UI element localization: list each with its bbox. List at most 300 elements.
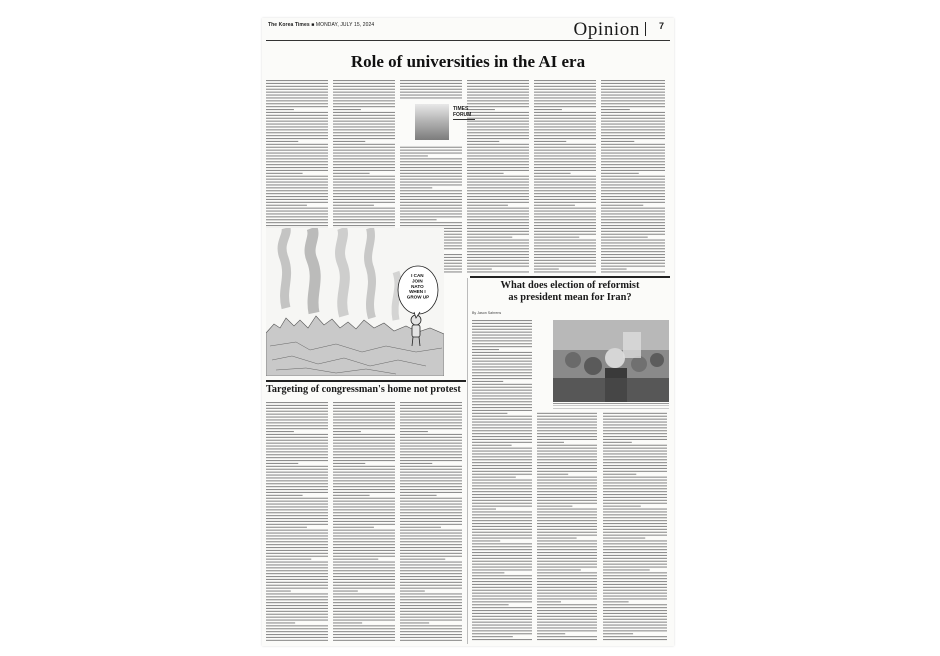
text-line <box>333 448 395 449</box>
text-line <box>534 269 559 270</box>
text-line <box>266 509 328 510</box>
text-line <box>400 147 462 148</box>
text-line <box>400 504 462 505</box>
text-line <box>333 591 358 592</box>
text-line <box>333 472 395 473</box>
text-line <box>472 320 532 321</box>
text-line <box>400 599 462 600</box>
text-line <box>333 428 395 429</box>
text-line <box>333 475 395 476</box>
text-line <box>266 184 328 185</box>
text-line <box>472 529 532 530</box>
text-line <box>400 617 462 618</box>
text-line <box>400 173 462 174</box>
text-line <box>333 106 395 107</box>
text-line <box>472 404 532 405</box>
text-line <box>603 480 667 481</box>
text-line <box>266 414 328 415</box>
text-line <box>266 576 328 577</box>
text-line <box>400 489 462 490</box>
text-line <box>472 506 532 507</box>
text-line <box>333 121 395 122</box>
masthead-line <box>268 22 374 28</box>
text-line <box>266 448 328 449</box>
text-line <box>472 636 513 637</box>
text-line <box>266 425 328 426</box>
text-line <box>537 465 597 466</box>
text-line <box>467 184 529 185</box>
text-line <box>472 340 532 341</box>
text-line <box>400 170 462 171</box>
text-line <box>472 465 532 466</box>
text-line <box>601 115 665 116</box>
section-divider <box>645 22 646 36</box>
text-line <box>333 155 395 156</box>
text-line <box>472 514 532 515</box>
text-line <box>266 89 328 90</box>
text-line <box>603 581 667 582</box>
text-line <box>537 610 597 611</box>
text-line <box>472 601 532 602</box>
text-line <box>467 132 529 133</box>
text-line <box>537 532 597 533</box>
text-line <box>266 100 328 101</box>
text-line <box>467 89 529 90</box>
text-line <box>603 590 667 591</box>
text-line <box>467 257 529 258</box>
text-line <box>333 115 395 116</box>
text-line <box>266 219 328 220</box>
text-line <box>537 619 597 620</box>
text-line <box>266 535 328 536</box>
masthead: The Korea Times <box>268 22 310 28</box>
text-line <box>534 126 596 127</box>
text-line <box>333 187 395 188</box>
text-line <box>467 237 512 238</box>
text-line <box>333 480 395 481</box>
text-line <box>266 153 328 154</box>
text-line <box>534 237 579 238</box>
header-rule <box>266 40 670 41</box>
text-line <box>400 573 462 574</box>
text-line <box>601 216 665 217</box>
text-line <box>467 173 504 174</box>
text-line <box>534 95 596 96</box>
protest-top-rule <box>266 380 466 382</box>
text-line <box>266 124 328 125</box>
column-divider <box>467 278 468 644</box>
text-line <box>467 190 529 191</box>
text-line <box>537 471 597 472</box>
text-line <box>266 614 328 615</box>
text-line <box>266 463 298 464</box>
text-line <box>266 620 328 621</box>
text-line <box>266 80 328 81</box>
text-line <box>400 219 437 220</box>
text-line <box>467 263 529 264</box>
text-line <box>400 631 462 632</box>
text-line <box>400 182 462 183</box>
text-line <box>400 150 462 151</box>
text-line <box>537 593 597 594</box>
text-line <box>472 561 532 562</box>
text-line <box>603 500 667 501</box>
text-line <box>537 480 597 481</box>
text-line <box>266 608 328 609</box>
text-line <box>603 517 667 518</box>
text-line <box>537 439 597 440</box>
text-line <box>601 245 665 246</box>
text-line <box>603 506 641 507</box>
iran-headline-line2: as president mean for Iran? <box>508 292 632 303</box>
text-line <box>601 193 665 194</box>
text-line <box>603 593 667 594</box>
text-line <box>333 602 395 603</box>
text-line <box>400 556 462 557</box>
text-line <box>333 103 395 104</box>
text-line <box>400 440 462 441</box>
text-line <box>333 637 395 638</box>
text-line <box>603 459 667 460</box>
text-line <box>603 639 667 640</box>
text-line <box>400 405 462 406</box>
text-line <box>472 564 532 565</box>
text-line <box>537 413 597 414</box>
text-line <box>601 184 665 185</box>
text-line <box>472 456 532 457</box>
text-line <box>472 509 496 510</box>
text-line <box>472 619 532 620</box>
text-line <box>537 419 597 420</box>
text-line <box>333 518 395 519</box>
text-line <box>601 199 665 200</box>
newspaper-page <box>262 18 674 646</box>
text-line <box>537 526 597 527</box>
text-line <box>472 462 532 463</box>
text-line <box>266 504 328 505</box>
text-line <box>601 95 665 96</box>
text-line <box>333 179 395 180</box>
text-line <box>537 633 565 634</box>
text-line <box>472 427 532 428</box>
text-line <box>266 457 328 458</box>
text-line <box>266 553 328 554</box>
text-line <box>333 417 395 418</box>
text-line <box>333 585 395 586</box>
text-line <box>400 454 462 455</box>
text-line <box>333 530 395 531</box>
text-line <box>472 355 532 356</box>
text-line <box>400 515 462 516</box>
text-line <box>601 242 665 243</box>
text-line <box>537 503 597 504</box>
text-line <box>472 616 532 617</box>
text-line <box>266 530 328 531</box>
text-line <box>266 434 328 435</box>
text-line <box>266 492 328 493</box>
text-line <box>472 474 532 475</box>
text-line <box>266 483 328 484</box>
text-line <box>603 558 667 559</box>
text-line <box>537 424 597 425</box>
text-line <box>400 622 429 623</box>
text-line <box>467 176 529 177</box>
text-line <box>534 155 596 156</box>
text-line <box>333 527 374 528</box>
text-line <box>537 500 597 501</box>
text-line <box>400 480 462 481</box>
text-line <box>537 433 597 434</box>
text-line <box>400 498 462 499</box>
text-line <box>603 555 667 556</box>
text-line <box>537 625 597 626</box>
text-line <box>400 419 462 420</box>
text-line <box>472 552 532 553</box>
text-line <box>266 605 328 606</box>
text-line <box>534 83 596 84</box>
text-line <box>266 469 328 470</box>
text-line <box>333 469 395 470</box>
text-line <box>472 546 532 547</box>
text-line <box>537 622 597 623</box>
crowd-photo <box>553 320 669 402</box>
text-line <box>603 477 667 478</box>
text-line <box>266 585 328 586</box>
text-line <box>266 408 328 409</box>
text-line <box>266 95 328 96</box>
text-line <box>333 457 395 458</box>
text-line <box>472 378 532 379</box>
text-line <box>534 100 596 101</box>
text-line <box>537 607 597 608</box>
text-line <box>266 570 328 571</box>
text-line <box>266 97 328 98</box>
text-line <box>537 442 564 443</box>
text-line <box>400 187 432 188</box>
text-line <box>333 170 395 171</box>
text-line <box>333 466 395 467</box>
text-line <box>601 158 665 159</box>
text-line <box>333 95 395 96</box>
text-line <box>400 628 462 629</box>
text-line <box>400 637 462 638</box>
text-line <box>603 436 667 437</box>
text-line <box>266 182 328 183</box>
text-line <box>601 118 665 119</box>
text-line <box>534 213 596 214</box>
text-line <box>603 633 633 634</box>
text-line <box>537 520 597 521</box>
text-line <box>472 633 532 634</box>
text-line <box>266 477 328 478</box>
text-line <box>534 112 596 113</box>
text-line <box>333 196 395 197</box>
text-line <box>534 141 566 142</box>
text-line <box>333 202 395 203</box>
text-line <box>333 463 365 464</box>
text-line <box>333 83 395 84</box>
text-line <box>266 524 328 525</box>
text-line <box>472 575 532 576</box>
text-line <box>472 372 532 373</box>
text-line <box>333 89 395 90</box>
text-line <box>601 257 665 258</box>
text-line <box>266 498 328 499</box>
text-line <box>537 587 597 588</box>
text-line <box>537 540 597 541</box>
text-line <box>266 521 328 522</box>
text-line <box>601 248 665 249</box>
text-line <box>333 509 395 510</box>
text-line <box>467 86 529 87</box>
text-line <box>400 564 462 565</box>
text-line <box>534 231 596 232</box>
text-line <box>333 521 395 522</box>
text-line <box>601 225 665 226</box>
text-line <box>333 553 395 554</box>
text-line <box>472 543 532 544</box>
text-line <box>400 466 462 467</box>
column-tag: TIMES FORUM <box>453 106 472 118</box>
text-line <box>534 173 571 174</box>
text-line <box>537 578 597 579</box>
text-line <box>601 179 665 180</box>
text-line <box>333 158 395 159</box>
text-line <box>472 430 532 431</box>
text-line <box>400 469 462 470</box>
text-line <box>333 161 395 162</box>
text-line <box>534 228 596 229</box>
section-title: Opinion <box>573 19 640 40</box>
text-line <box>400 535 462 536</box>
text-line <box>467 234 529 235</box>
text-line <box>472 451 532 452</box>
text-line <box>266 446 328 447</box>
text-line <box>400 472 462 473</box>
text-line <box>266 472 328 473</box>
text-line <box>333 489 395 490</box>
text-line <box>534 266 596 267</box>
text-line <box>400 576 462 577</box>
text-line <box>400 559 445 560</box>
text-line <box>537 538 577 539</box>
text-line <box>400 567 462 568</box>
text-line <box>472 630 532 631</box>
text-line <box>534 103 596 104</box>
text-line <box>601 141 634 142</box>
text-line <box>400 422 462 423</box>
text-line <box>603 610 667 611</box>
text-line <box>333 92 395 93</box>
text-line <box>400 205 462 206</box>
text-line <box>603 465 667 466</box>
text-line <box>400 155 428 156</box>
text-line <box>472 604 509 605</box>
text-line <box>400 213 462 214</box>
text-line <box>333 135 395 136</box>
text-line <box>333 570 395 571</box>
text-line <box>266 533 328 534</box>
text-line <box>467 179 529 180</box>
column-tag-rule <box>453 119 475 120</box>
text-line <box>534 184 596 185</box>
text-line <box>333 419 395 420</box>
text-line <box>467 216 529 217</box>
text-line <box>472 584 532 585</box>
text-line <box>603 575 667 576</box>
text-line <box>333 132 395 133</box>
text-line <box>601 234 665 235</box>
text-line <box>537 453 597 454</box>
text-line <box>601 144 665 145</box>
text-line <box>534 182 596 183</box>
text-line <box>266 106 328 107</box>
text-line <box>472 361 532 362</box>
text-line <box>601 202 665 203</box>
text-line <box>467 150 529 151</box>
text-line <box>534 144 596 145</box>
text-line <box>333 434 395 435</box>
text-line <box>534 187 596 188</box>
text-line <box>472 419 532 420</box>
text-line <box>266 187 328 188</box>
text-line <box>537 494 597 495</box>
text-line <box>534 179 596 180</box>
text-line <box>472 375 532 376</box>
text-line <box>534 132 596 133</box>
text-line <box>472 436 532 437</box>
text-line <box>534 222 596 223</box>
text-line <box>534 248 596 249</box>
text-line <box>603 532 667 533</box>
text-line <box>400 179 462 180</box>
text-line <box>603 445 667 446</box>
text-line <box>534 242 596 243</box>
text-line <box>333 628 395 629</box>
text-line <box>266 631 328 632</box>
text-line <box>472 538 532 539</box>
text-line <box>266 562 328 563</box>
text-line <box>400 501 462 502</box>
text-line <box>472 422 532 423</box>
text-line <box>333 501 395 502</box>
text-line <box>537 468 597 469</box>
text-line <box>534 115 596 116</box>
cartoon-speech-text: I CAN JOIN NATO WHEN I GROW UP <box>406 273 430 300</box>
text-line <box>266 527 307 528</box>
text-line <box>534 208 596 209</box>
text-line <box>534 161 596 162</box>
text-line <box>467 228 529 229</box>
text-line <box>333 124 395 125</box>
editorial-cartoon <box>266 228 444 376</box>
text-line <box>333 167 395 168</box>
text-line <box>400 184 462 185</box>
text-line <box>534 89 596 90</box>
text-line <box>537 627 597 628</box>
text-line <box>534 257 596 258</box>
text-line <box>603 509 667 510</box>
text-line <box>400 199 462 200</box>
text-line <box>467 219 529 220</box>
text-line <box>400 547 462 548</box>
text-line <box>537 436 597 437</box>
text-line <box>601 135 665 136</box>
text-line <box>333 176 395 177</box>
text-line <box>333 559 378 560</box>
text-line <box>537 613 597 614</box>
text-line <box>266 164 328 165</box>
